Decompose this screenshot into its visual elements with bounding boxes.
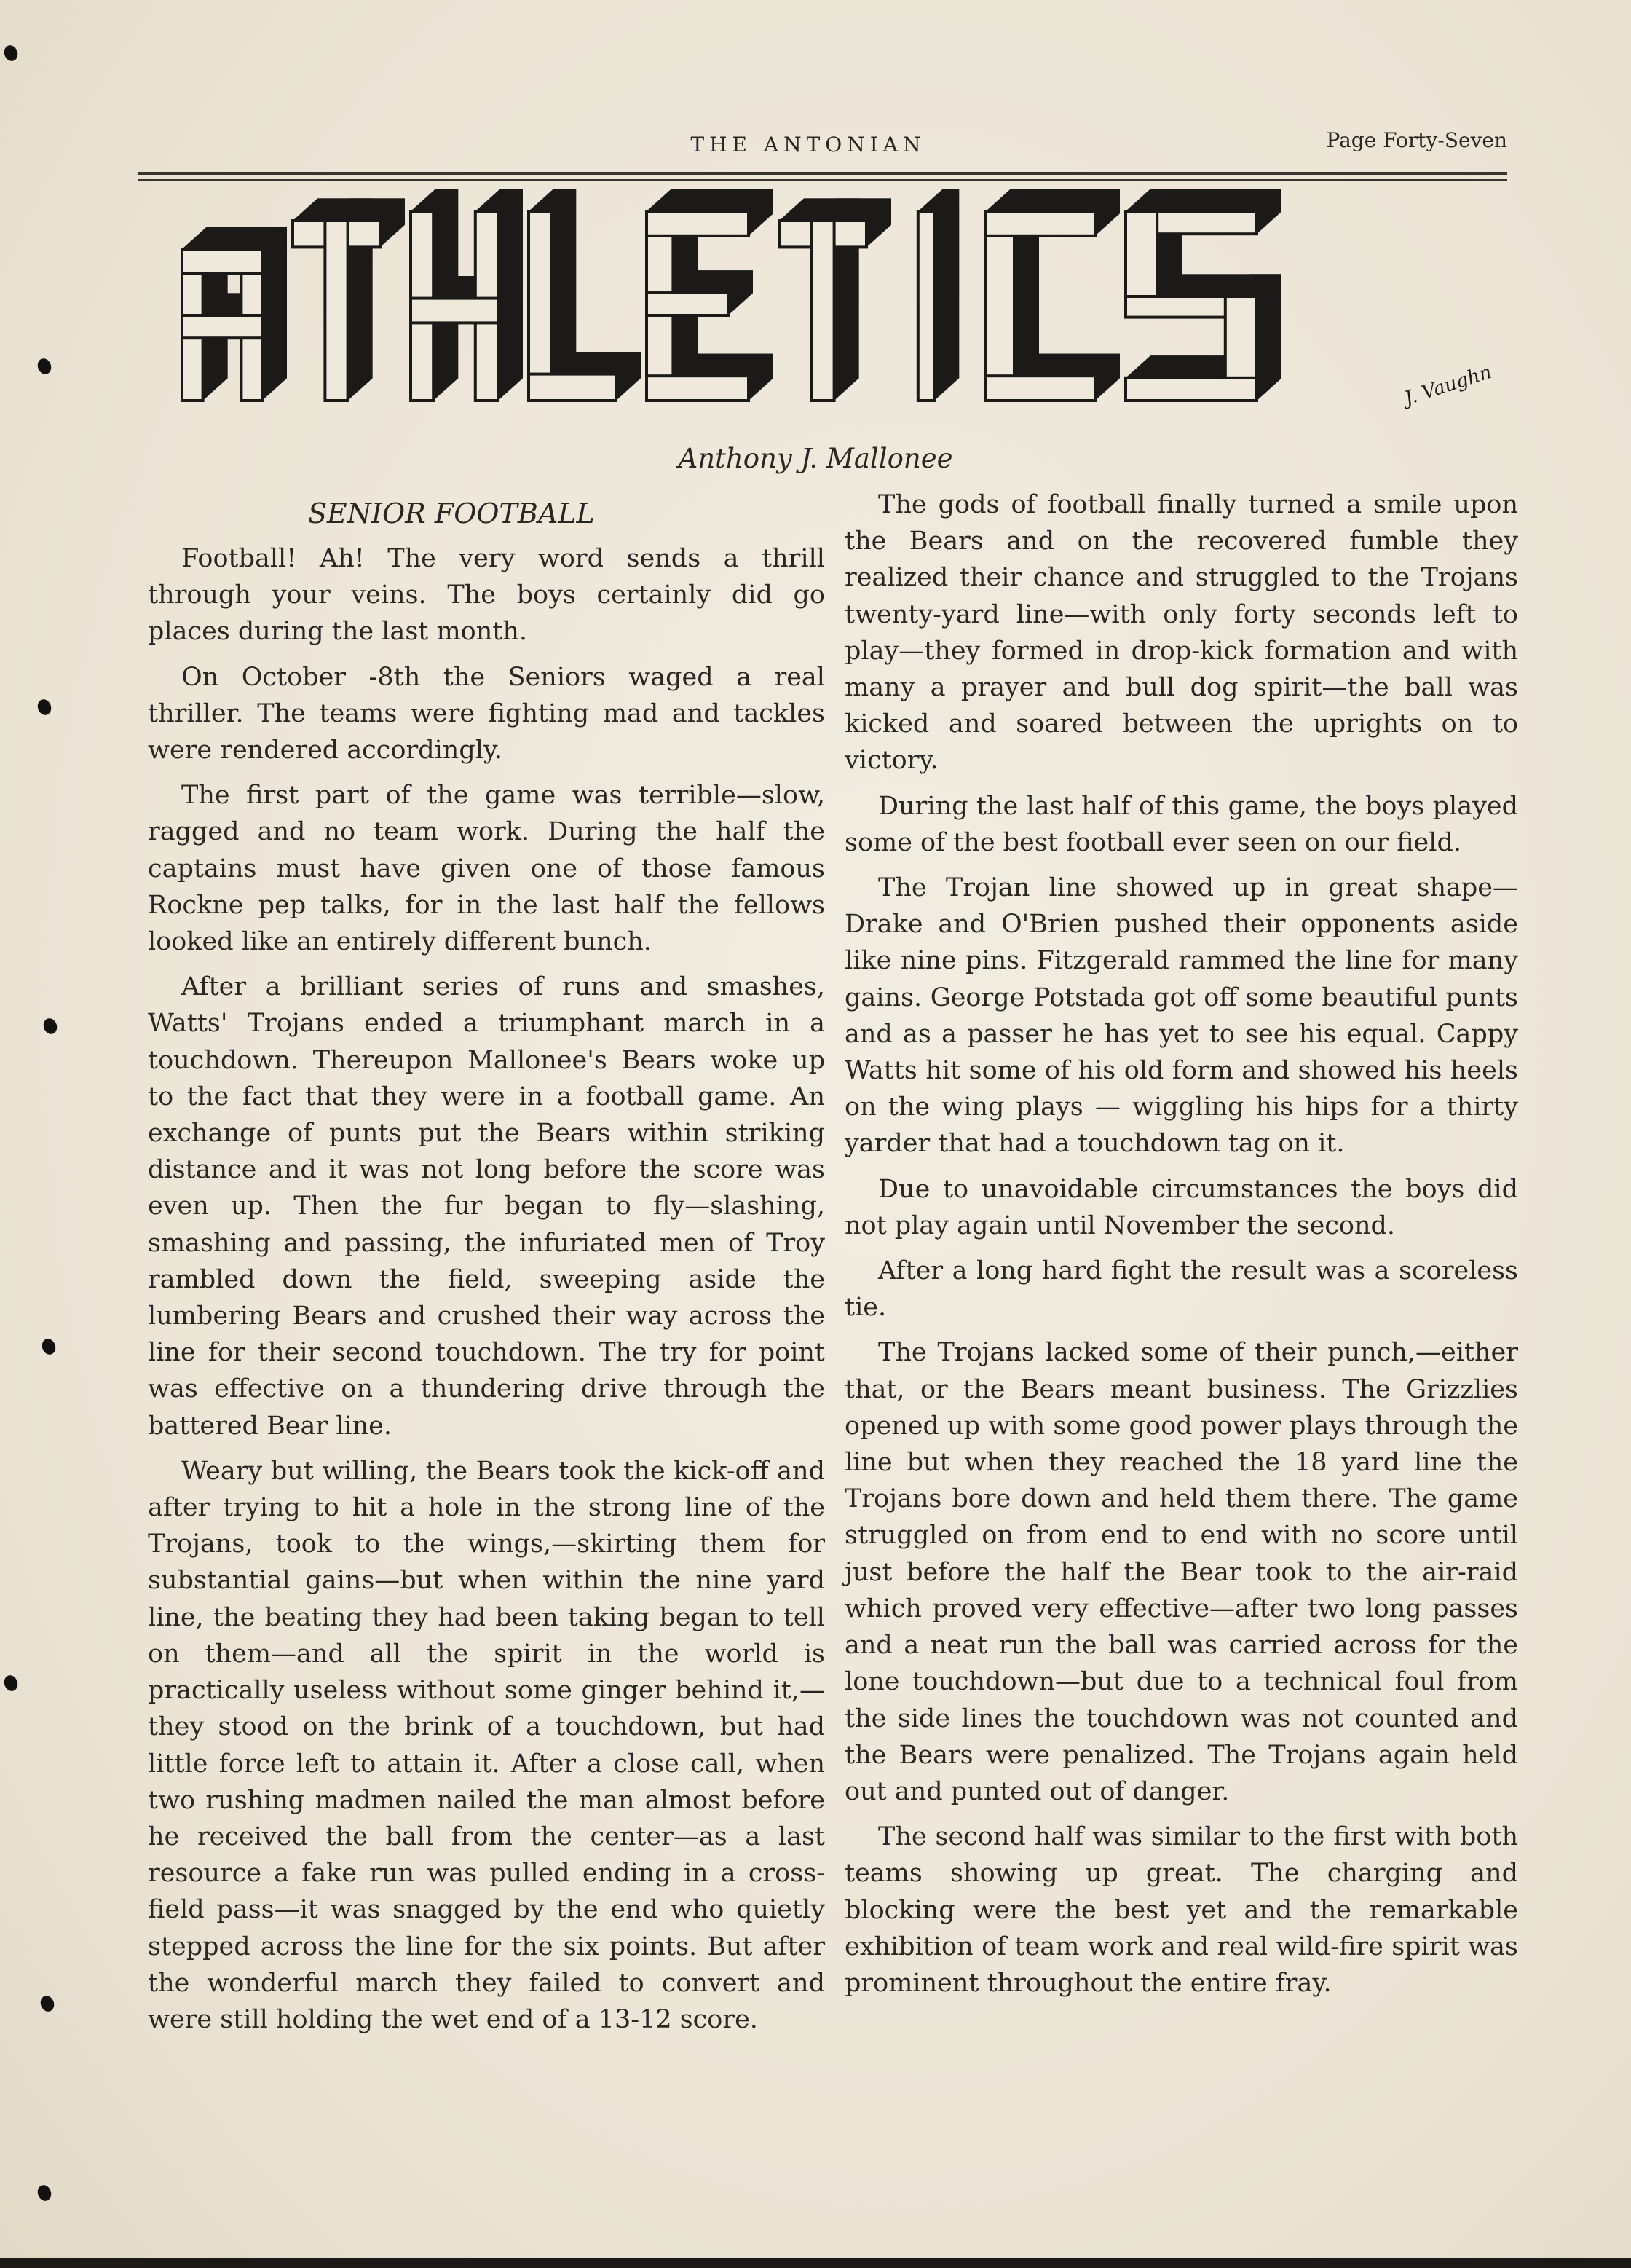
headline-letter [529, 189, 641, 401]
running-title: THE ANTONIAN [690, 133, 926, 157]
byline: Anthony J. Mallonee [678, 443, 953, 474]
paragraph: The second half was similar to the first with both teams showing up great. The charging and blocking were the best yet and the remarkable exhibition of team work and real wild-fire spirit was prominent throughout the entire fray. [845, 1822, 1518, 1998]
paragraph: Due to unavoidable circumstances the boys did not play again until November the second. [845, 1174, 1518, 1240]
athletics-block-letters [167, 182, 1495, 422]
paragraph: After a brilliant series of runs and smashes, Watts' Trojans ended a triumphant march in a touchdown. Thereupon Mallonee's Bears woke up to the fact that they were in a football game. An exchange of punts put the Bears within striking distance and it was not long before the score was even up. Then the fur began to fly—slashing, smashing and passing, the infuriated men of Troy rambled down the field, sweeping aside the lumbering Bears and crushed their way across the line for their second touchdown. The try for point was effective on a thundering drive through the battered Bear line. [148, 972, 825, 1441]
headline-letter [1126, 189, 1282, 401]
paragraph: The first part of the game was terrible—slow, ragged and no team work. During the half the captains must have given one of those famous Rockne pep talks, for in the last half the fellows looked like an entirely different bunch. [148, 781, 825, 957]
page-bottom-edge [0, 2258, 1631, 2268]
header-rule [138, 172, 1507, 175]
section-title: SENIOR FOOTBALL [308, 497, 595, 529]
header-rule-thin [138, 179, 1507, 181]
paragraph: After a long hard fight the result was a scoreless tie. [845, 1256, 1518, 1323]
athletics-headline [167, 182, 1495, 422]
headline-letter [986, 189, 1120, 401]
artist-signature: J. Vaughn [1402, 361, 1495, 410]
paragraph: On October -8th the Seniors waged a real thriller. The teams were fighting mad and tackles were rendered accordingly. [148, 662, 825, 765]
paragraph: The Trojans lacked some of their punch,—either that, or the Bears meant business. The Grizzlies opened up with some good power plays through the line but when they reached the 18 yard line the Trojans bore down and held them there. The game struggled on from end to end with no score until just before the half the Bear took to the air-raid which proved very effective—after two long passes and a neat run the ball was carried across for the lone touchdown—but due to a technical foul from the side lines the touchdown was not counted and the Bears were penalized. The Trojans again held out and punted out of danger. [845, 1338, 1518, 1806]
headline-letter [647, 189, 773, 401]
paragraph: During the last half of this game, the boys played some of the best football ever seen on our field. [845, 791, 1518, 857]
right-column [845, 487, 1518, 2010]
left-column [148, 494, 825, 2047]
paragraph: Weary but willing, the Bears took the kick-off and after trying to hit a hole in the strong line of the Trojans, took to the wings,—skirting them for substantial gains—but when within the nine yard line, the beating they had been taking began to tell on them—and all the spirit in the world is practically useless without some ginger behind it,—they stood on the brink of a touchdown, but had little force left to attain it. After a close call, when two rushing madmen nailed the man almost before he received the ball from the center—as a last resource a fake run was pulled ending in a cross-field pass—it was snagged by the end who quietly stepped across the line for the six points. But after the wonderful march they failed to convert and were still holding the wet end of a 13-12 score. [148, 1456, 825, 2034]
paragraph: Football! Ah! The very word sends a thrill through your veins. The boys certainly did go places during the last month. [148, 544, 825, 647]
page-number: Page Forty-Seven [1326, 128, 1507, 152]
headline-letter [293, 198, 405, 401]
paragraph: The Trojan line showed up in great shape—Drake and O'Brien pushed their opponents aside like nine pins. Fitzgerald rammed the line for many gains. George Potstada got off some beautiful punts and as a passer he has yet to see his equal. Cappy Watts hit some of his old form and showed his heels on the wing plays — wiggling his hips for a thirty yarder that had a touchdown tag on it. [845, 873, 1518, 1159]
headline-letter [411, 189, 523, 401]
headline-letter [779, 198, 891, 401]
headline-letter [182, 227, 287, 401]
paragraph: The gods of football finally turned a smile upon the Bears and on the recovered fumble they realized their chance and struggled to the Trojans twenty-yard line—with only forty seconds left to play—they formed in drop-kick formation and with many a prayer and bull dog spirit—the ball was kicked and soared between the uprights on to victory. [845, 490, 1518, 776]
headline-letter [918, 189, 959, 401]
